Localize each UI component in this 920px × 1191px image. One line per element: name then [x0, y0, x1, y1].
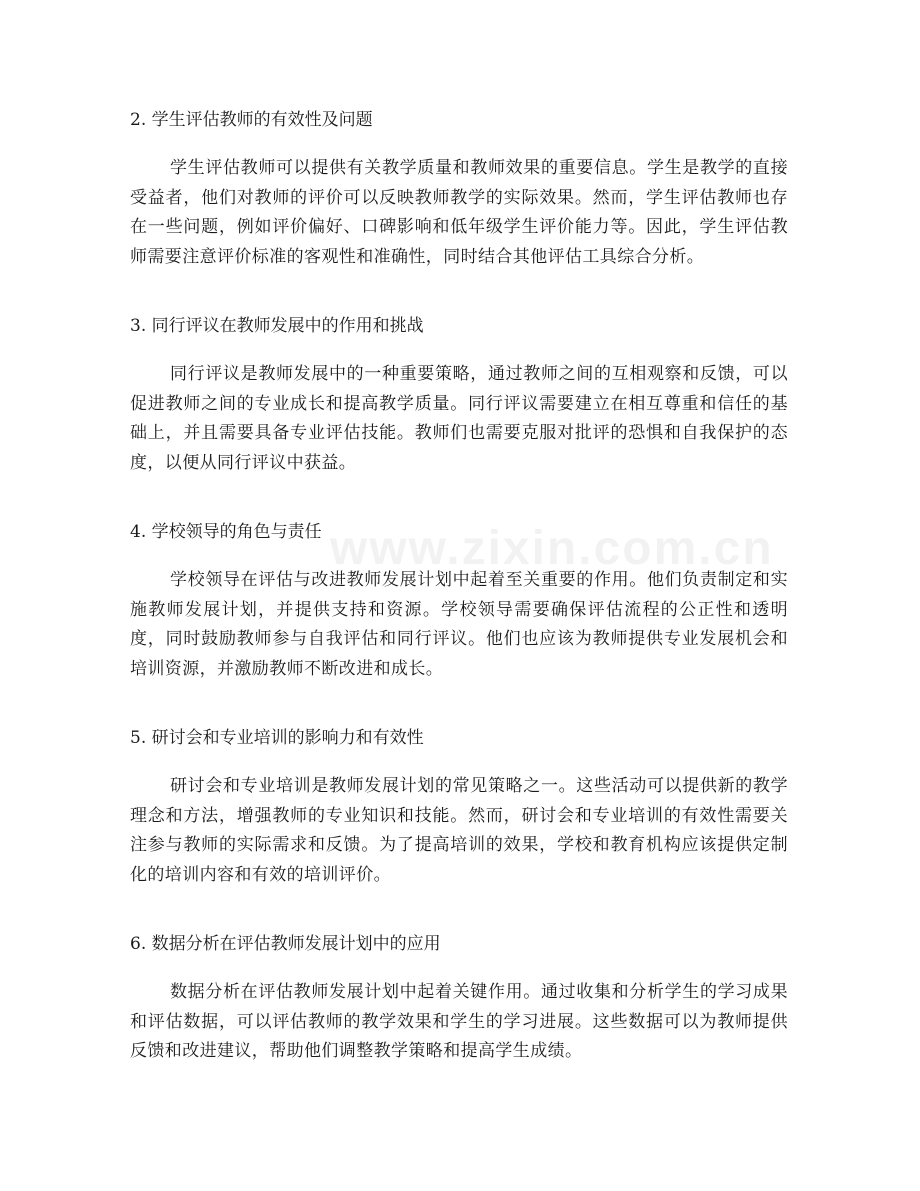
- section-paragraph: 研讨会和专业培训是教师发展计划的常见策略之一。这些活动可以提供新的教学理念和方法，增强教师的专业知识和技能。然而，研讨会和专业培训的有效性需要关注参与教师的实际需求和反馈。为了提高培训的效果，学校和教育机构应该提供定制化的培训内容和有效的培训评价。: [130, 776, 788, 886]
- section-heading: 6. 数据分析在评估教师发展计划中的应用: [130, 934, 441, 954]
- section-paragraph: 学生评估教师可以提供有关教学质量和教师效果的重要信息。学生是教学的直接受益者，他们对教师的评价可以反映教师教学的实际效果。然而，学生评估教师也存在一些问题，例如评价偏好、口碑影响和低年级学生评价能力等。因此，学生评估教师需要注意评价标准的客观性和准确性，同时结合其他评估工具综合分析。: [130, 158, 788, 268]
- section-workshops-training: [130, 726, 788, 891]
- section-paragraph: 学校领导在评估与改进教师发展计划中起着至关重要的作用。他们负责制定和实施教师发展计划，并提供支持和资源。学校领导需要确保评估流程的公正性和透明度，同时鼓励教师参与自我评估和同行评议。他们也应该为教师提供专业发展机会和培训资源，并激励教师不断改进和成长。: [130, 570, 788, 680]
- section-heading: 4. 学校领导的角色与责任: [130, 522, 322, 542]
- section-peer-review: [130, 314, 788, 479]
- section-heading: 5. 研讨会和专业培训的影响力和有效性: [130, 728, 424, 748]
- section-school-leadership: [130, 520, 788, 685]
- section-heading: 2. 学生评估教师的有效性及问题: [130, 110, 373, 130]
- section-data-analysis: [130, 932, 788, 1067]
- section-paragraph: 同行评议是教师发展中的一种重要策略，通过教师之间的互相观察和反馈，可以促进教师之间的专业成长和提高教学质量。同行评议需要建立在相互尊重和信任的基础上，并且需要具备专业评估技能。教师们也需要克服对批评的恐惧和自我保护的态度，以便从同行评议中获益。: [130, 364, 788, 474]
- section-student-evaluation: [130, 108, 788, 273]
- section-heading: 3. 同行评议在教师发展中的作用和挑战: [130, 316, 424, 336]
- section-paragraph: 数据分析在评估教师发展计划中起着关键作用。通过收集和分析学生的学习成果和评估数据，可以评估教师的教学效果和学生的学习进展。这些数据可以为教师提供反馈和改进建议，帮助他们调整教学策略和提高学生成绩。: [130, 982, 788, 1062]
- watermark: www.zixin.com.cn: [330, 522, 774, 575]
